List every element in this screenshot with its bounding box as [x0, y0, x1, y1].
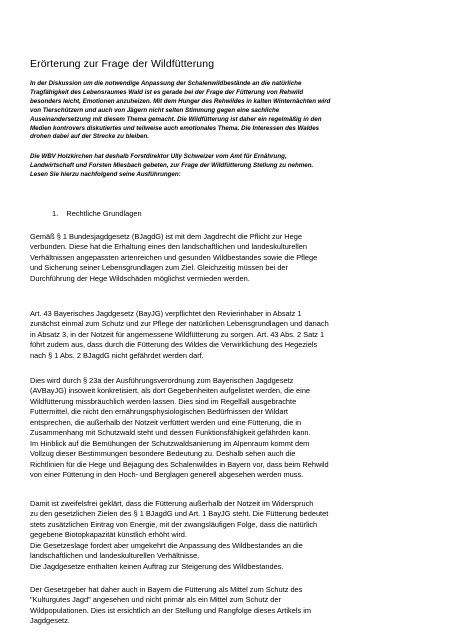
intro-line: Lesen Sie hierzu nachfolgend seine Ausführungen: — [30, 170, 181, 178]
section-heading: 1. Rechtliche Grundlagen — [52, 209, 142, 218]
body-line: nach § 1 Abs. 2 BJagdG nicht gefährdet werden darf. — [30, 350, 204, 360]
body-line: Futtermittel, die nicht den ernährungsphysiologischen Bedürfnissen der Wildart — [30, 407, 288, 417]
intro-line: drohen dabei auf der Strecke zu bleiben. — [30, 133, 149, 141]
document-title: Erörterung zur Frage der Wildfütterung — [30, 58, 215, 70]
intro-line: besonders leicht, Emotionen anzuheizen. Mit dem Hunger des Rehwildes in kalten Winternächten wird — [30, 97, 331, 105]
body-line: Gemäß § 1 Bundesjagdgesetz (BJagdG) ist mit dem Jagdrecht die Pflicht zur Hege — [30, 232, 302, 241]
body-line: Wildpopulationen. Dies ist ersichtlich an der Stellung und Rangfolge dieses Artikels im — [30, 605, 311, 615]
body-line: Dies wird durch § 23a der Ausführungsverordnung zum Bayerischen Jagdgesetz — [30, 376, 294, 385]
intro-line: Auseinandersetzung mit diesem Thema gemacht. Die Wildfütterung ist daher ein regelmäßig in den — [30, 115, 322, 123]
intro-line: Medien kontrovers diskutiertes und teilweise auch emotionales Thema. Die Interessen des Waldes — [30, 124, 320, 132]
body-line: Im Hinblick auf die Bemühungen der Schutzwaldsanierung im Alpenraum kommt dem — [30, 438, 310, 448]
intro-line: Landwirtschaft und Forsten Miesbach gebeten, zur Frage der Wildfütterung Stellung zu nehmen. — [30, 161, 314, 169]
author-note-paragraph — [30, 153, 435, 180]
body-line: Wildfütterung missbräuchlich werden lassen. Dies sind im Regelfall ausgebrachte — [30, 396, 297, 406]
body-line: landschaftlichen und landeskulturellen Verhältnisse. — [30, 551, 200, 561]
body-line: entsprechen, die außerhalb der Notzeit verfüttert werden und eine Fütterung, die in — [30, 417, 302, 427]
body-line: zu den gesetzlichen Zielen des § 1 BJagdG und Art. 1 BayJG steht. Die Fütterung bedeutet — [30, 509, 329, 519]
body-line: stets zusätzlichen Eintrag von Energie, mit der zwangsläufigen Folge, dass die natürlich — [30, 519, 318, 529]
intro-line: Tragfähigkeit des Lebensraumes Wald ist es gerade bei der Frage der Fütterung von Rehwild — [30, 88, 304, 96]
body-line: (AVBayJG) insoweit konkretisiert, als dort Gegebenheiten aufgelistet werden, die eine — [30, 386, 311, 396]
body-line: Der Gesetzgeber hat daher auch in Bayern die Fütterung als Mittel zum Schutz des — [30, 585, 303, 594]
body-line: von einer Fütterung in den Hoch- und Berglagen generell abgesehen werden muss. — [30, 470, 304, 480]
body-paragraph — [30, 585, 435, 627]
body-line: verbunden. Diese hat die Erhaltung eines den landschaftlichen und landeskulturellen — [30, 242, 307, 252]
body-line: Richtlinien für die Hege und Bejagung des Schalenwildes in Bayern vor, dass beim Rehwild — [30, 459, 329, 469]
body-line: Verhältnissen angepassten artenreichen und gesunden Wildbestandes sowie die Pflege — [30, 252, 318, 262]
intro-line: von Tierschützern und auch von Jägern nicht selten Stimmung gegen eine sachliche — [30, 106, 280, 114]
body-line: Vollzug dieser Bestimmungen besondere Bedeutung zu. Deshalb sehen auch die — [30, 449, 296, 459]
intro-line: In der Diskussion um die notwendige Anpassung der Schalenwildbestände an die natürliche — [30, 80, 302, 87]
body-line: Art. 43 Bayerisches Jagdgesetz (BayJG) verpflichtet den Revierinhaber in Absatz 1 — [30, 309, 302, 318]
intro-paragraph — [30, 80, 435, 142]
body-paragraph — [30, 309, 435, 361]
body-paragraph — [30, 376, 435, 481]
body-paragraph — [30, 232, 435, 284]
body-line: Zusammenhang mit Schutzwald steht und dessen Funktionsfähigkeit gefährden kann. — [30, 428, 311, 438]
body-line: führt zudem aus, dass durch die Fütterung des Wildes die Verwirklichung des Hegeziels — [30, 340, 318, 350]
body-line: Die Gesetzeslage fordert aber umgekehrt die Anpassung des Wildbestandes an die — [30, 540, 303, 550]
body-line: gegebene Biotopkapazität künstlich erhöht wird. — [30, 530, 187, 540]
body-line: Durchführung der Hege Wildschäden möglichst vermieden werden. — [30, 273, 250, 283]
body-line: zunächst einmal zum Schutz und zur Pflege der natürlichen Lebensgrundlagen und danach — [30, 319, 329, 329]
body-line: und Sicherung seiner Lebensgrundlagen zum Ziel. Gleichzeitig müssen bei der — [30, 263, 289, 273]
body-line: Damit ist zweifelsfrei geklärt, dass die Fütterung außerhalb der Notzeit im Widerspruch — [30, 499, 314, 508]
body-line: in Absatz 3, in der Notzeit für angemessene Wildfütterung zu sorgen. Art. 43 Abs. 2 Satz 1 — [30, 329, 325, 339]
body-line: "Kulturgutes Jagd" angesehen und nicht primär als ein Mittel zum Schutz der — [30, 595, 281, 605]
body-paragraph — [30, 499, 435, 572]
body-line: Die Jagdgesetze enthalten keinen Auftrag zur Steigerung des Wildbestandes. — [30, 561, 284, 571]
intro-line: Die WBV Holzkirchen hat deshalb Forstdirektor Ully Schweizer vom Amt für Ernährung, — [30, 153, 287, 160]
body-line: Jagdgesetz. — [30, 616, 70, 626]
